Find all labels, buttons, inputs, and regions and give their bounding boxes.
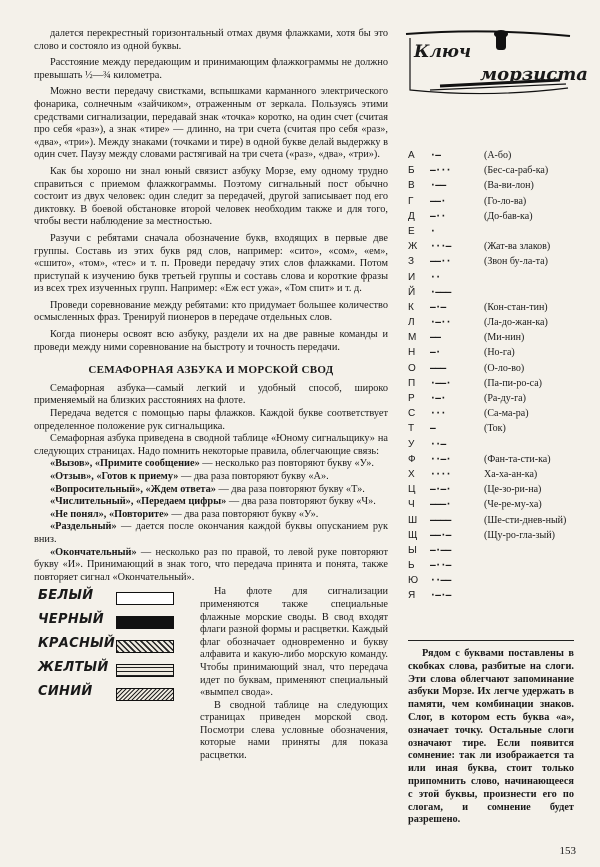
morse-row <box>408 376 574 391</box>
morse-letter: А <box>408 150 415 161</box>
morse-row <box>408 148 574 163</box>
body-paragraph: Можно вести передачу свистками, вспышками карманного электрического фонарика, солнечным «зайчиком», отраженным от зеркала. Пользуясь этими средствами сигнализации, передавай знак «точка» коротко, на один счет (считая про себя «раз»), а знак «тире» — длинно, на три счета (считая про себя «раз», «два», «три»). Между знаками (точками и тире) в одной букве делай выдержку в один счет. Паузу между словами растягивай на три счета («раз», «два», «три»). <box>34 86 388 161</box>
mnemonic-word: (О-ло-во) <box>484 362 525 374</box>
body-paragraph: Как бы хорошо ни знал юный связист азбуку Морзе, ему одному трудно справиться с приемом флажкограммы. Поэтому сигнальный пост обычно состоит из двух человек: один следит за передачей, другой записывает под его диктовку. В боевой обстановке второй человек необходим также и для того, чтобы вести наблюдение за местностью. <box>34 165 388 228</box>
morse-row <box>408 588 574 603</box>
morse-code: ·—· <box>430 393 446 404</box>
mnemonic-word: (Ми-нин) <box>484 332 525 344</box>
morse-row <box>408 300 574 315</box>
signal-name: «Вопросительный», «Ждем ответа» <box>50 483 216 495</box>
signal-rule <box>34 509 388 522</box>
flag-legend-row <box>38 684 188 706</box>
morse-letter: Ь <box>408 560 415 572</box>
morse-code: —· <box>430 347 441 359</box>
section-heading: СЕМАФОРНАЯ АЗБУКА И МОРСКОЙ СВОД <box>88 364 334 377</box>
morse-code: ·—·— <box>430 590 451 602</box>
signal-name: «Числительный», «Передаем цифры» <box>50 496 227 508</box>
body-paragraph: далется перекрестный горизонтальный отмах двумя флажками, хотя бы это слово и состояло из одной буквы. <box>34 28 388 52</box>
morse-letter: У <box>408 438 415 450</box>
signal-rule <box>34 471 388 484</box>
morse-code: ·· <box>430 271 441 283</box>
mnemonic-word: (Ва-ви-лон) <box>484 180 534 192</box>
morse-letter: Ю <box>408 575 419 587</box>
flag-color-swatch <box>116 688 174 701</box>
morse-letter: Х <box>408 468 415 480</box>
signal-description: — два раза повторяют букву «Т». <box>215 483 365 495</box>
morse-letter: Й <box>408 286 416 298</box>
mnemonic-word: (Щу-ро-гла-зый) <box>484 529 555 541</box>
flag-legend-row <box>38 636 188 658</box>
page-number: 153 <box>559 845 576 857</box>
flag-color-legend <box>38 588 188 708</box>
body-paragraph: Разучи с ребятами сначала обозначение букв, входящих в первые две группы. Составь из этих букв ряд слов, например: «сито», «сом», «ем», «сшито», «том», «тес» и т. п. Проведи передачу этих слов флажками. Потом приступай к изучению букв третьей группы и составь слова и короткие фразы из всех трех изученных групп. Например: «Еж ест ужа», «Том спит» и т. д. <box>34 232 388 295</box>
morse-row <box>408 254 574 269</box>
flag-color-swatch <box>116 592 174 605</box>
morse-code: ·— <box>430 150 441 161</box>
morse-code: ··· <box>430 408 446 420</box>
morse-letter: Р <box>408 393 415 404</box>
body-paragraph: Расстояние между передающим и принимающим флажкограммы не должно превышать ½—¾ километра. <box>34 57 388 81</box>
flag-color-label: КРАСНЫЙ <box>38 636 116 652</box>
body-paragraph: Семафорная азбука приведена в сводной таблице «Юному сигнальщику» на следующих страницах. Надо помнить некоторые правила, облегчающие связь: <box>34 433 388 457</box>
morse-letter: Н <box>408 347 416 359</box>
morse-row <box>408 406 574 421</box>
morse-row <box>408 482 574 497</box>
morse-letter: Т <box>408 423 415 435</box>
morse-code: — <box>430 423 436 435</box>
morse-code: ——— <box>430 362 446 374</box>
morse-code: ——·· <box>430 256 451 268</box>
morse-code: ·—·· <box>430 317 451 329</box>
signal-rule <box>34 484 388 497</box>
morse-row <box>408 513 574 528</box>
flag-legend-row <box>38 660 188 682</box>
signal-name: «Окончательный» <box>50 546 137 558</box>
morse-letter: Щ <box>408 529 418 541</box>
morse-letter: М <box>408 332 417 344</box>
morse-code: —··— <box>430 560 451 572</box>
morse-row <box>408 452 574 467</box>
morse-row <box>408 497 574 512</box>
morse-code: ·——· <box>430 377 451 389</box>
title-word-key: Ключ <box>414 42 472 62</box>
morse-letter: Д <box>408 210 415 222</box>
signal-name: «Раздельный» <box>50 521 117 533</box>
signal-name: «Не понял», «Повторите» <box>50 508 169 520</box>
mnemonic-word: (Го-ло-ва) <box>484 195 527 207</box>
morse-row <box>408 285 574 300</box>
left-column <box>34 28 388 762</box>
morse-letter: И <box>408 271 416 283</box>
morse-row <box>408 528 574 543</box>
morse-row <box>408 194 574 209</box>
morse-row <box>408 391 574 406</box>
morse-row <box>408 421 574 436</box>
flag-colors-block <box>34 586 388 762</box>
flag-color-swatch <box>116 664 174 677</box>
flag-code-paragraphs <box>200 586 388 762</box>
morse-code: ———— <box>430 514 451 526</box>
morse-letter: Б <box>408 165 415 177</box>
morse-code: —·—· <box>430 484 451 496</box>
morse-row <box>408 315 574 330</box>
mnemonic-word: (Звон бу-ла-та) <box>484 256 548 268</box>
mnemonic-word: (Бес-са-раб-ка) <box>484 165 549 177</box>
mnemonic-word: (Фан-та-сти-ка) <box>484 453 551 465</box>
morse-row <box>408 437 574 452</box>
mnemonic-word: (Но-га) <box>484 347 515 359</box>
flag-legend-row <box>38 612 188 634</box>
morse-code: ··— <box>430 438 446 450</box>
morse-letter: В <box>408 180 415 192</box>
command-list <box>34 458 388 584</box>
signal-name: «Отзыв», «Готов к приему» <box>50 471 179 482</box>
morse-code: · <box>430 225 436 237</box>
morse-letter: Ц <box>408 484 416 496</box>
body-paragraph: Передача ведется с помощью пары флажков. Каждой букве соответствует определенное положение рук сигнальщика. <box>34 408 388 432</box>
morse-letter: Ш <box>408 514 418 526</box>
morse-code: ·——— <box>430 286 451 298</box>
mnemonic-word: (Жат-ва злаков) <box>484 241 551 253</box>
mnemonic-word: (До-бав-ка) <box>484 210 533 222</box>
morse-letter: Ч <box>408 499 415 511</box>
signal-rule <box>34 458 388 471</box>
body-paragraph: Когда пионеры освоят всю азбуку, раздели их на две равные команды и проведи между ними соревнование на быстроту и точность передачи. <box>34 329 388 353</box>
signal-description: — несколько раз по правой, то левой руке повторяют букву «И». Принимающий в знак того, что передача принята и понята, также повторяет сигнал «Окончательный». <box>34 546 388 583</box>
flag-color-swatch <box>116 640 174 653</box>
morse-row <box>408 209 574 224</box>
morse-code: —·—— <box>430 544 451 556</box>
signal-name: «Вызов», «Примите сообщение» <box>50 458 200 470</box>
intro-paragraphs <box>34 28 388 354</box>
morse-row <box>408 467 574 482</box>
signal-description: — несколько раз повторяют букву «У». <box>199 458 374 470</box>
morse-letter: Ф <box>408 453 416 465</box>
morse-code: —·· <box>430 210 446 222</box>
flag-legend-row <box>38 588 188 610</box>
morse-row <box>408 270 574 285</box>
morse-code: ··—· <box>430 453 451 465</box>
morse-row <box>408 330 574 345</box>
body-paragraph: Проведи соревнование между ребятами: кто придумает большее количество осмысленных фраз. Тренируй пионеров в передаче отдельных слов. <box>34 299 388 324</box>
morse-row <box>408 345 574 360</box>
morse-code: ···— <box>430 241 451 253</box>
flag-color-swatch <box>116 616 174 629</box>
signal-description: — два раза повторяют букву «Ч». <box>226 496 376 508</box>
signal-description: — два раза повторяют букву «А». <box>178 471 329 482</box>
morse-letter: З <box>408 256 415 268</box>
morse-row <box>408 573 574 588</box>
morse-code: —— <box>430 332 441 344</box>
mnemonic-word: (Ше-сти-днев-ный) <box>484 514 567 526</box>
body-paragraph: В сводной таблице на следующих страницах приведен морской свод. Посмотри слева условные обозначения, которые нами приняты для показа расцветки. <box>200 699 388 762</box>
mnemonic-word: (Са-ма-ра) <box>484 408 529 420</box>
morse-code: ···· <box>430 468 451 480</box>
flag-color-label: ЧЕРНЫЙ <box>38 612 104 628</box>
morse-letter: Ы <box>408 544 417 556</box>
mnemonic-word: (Ла-до-жан-ка) <box>484 317 548 329</box>
morse-letter: П <box>408 377 416 389</box>
morse-letter: К <box>408 301 414 313</box>
mnemonic-word: Ха-ха-ан-ка) <box>484 468 538 480</box>
semaphore-paragraphs <box>34 383 388 459</box>
morse-alphabet-table <box>408 148 574 604</box>
morse-code: ··—— <box>430 575 451 587</box>
signal-rule <box>34 547 388 585</box>
title-word-morse-operator: морзиста <box>480 64 588 85</box>
signal-rule <box>34 521 388 546</box>
morse-letter: Л <box>408 317 415 329</box>
morse-note <box>408 648 574 827</box>
morse-letter: Е <box>408 225 415 237</box>
flag-color-label: СИНИЙ <box>38 684 93 700</box>
signal-description: — два раза повторяют букву «У». <box>168 508 319 520</box>
mnemonic-word: (Кон-стан-тин) <box>484 301 548 313</box>
morse-letter: Я <box>408 590 416 602</box>
morse-letter: Ж <box>408 241 418 253</box>
signal-description: — дается после окончания каждой буквы опусканием рук вниз. <box>34 521 388 545</box>
morse-letter: О <box>408 362 416 374</box>
morse-code: —·— <box>430 301 446 313</box>
signal-rule <box>34 496 388 509</box>
morse-code: ——· <box>430 195 446 207</box>
mnemonic-word: (Ра-ду-га) <box>484 393 526 404</box>
morse-code: ——·— <box>430 529 451 541</box>
flag-color-label: ЖЕЛТЫЙ <box>38 660 109 676</box>
morse-key-title <box>400 28 588 100</box>
morse-code: ———· <box>430 499 451 511</box>
morse-code: ·—— <box>430 180 446 192</box>
right-column <box>400 28 588 826</box>
morse-letter: Г <box>408 195 414 207</box>
mnemonic-word: (Це-зо-ри-на) <box>484 484 542 496</box>
morse-note-text: Рядом с буквами поставлены в скобках слова, разбитые на слоги. Эти слова облегчают запоминание азбуки Морзе. Их легче удержать в памяти, чем комбинации знаков. Слог, в котором есть буква «а», означает точку. Остальные слоги означают тире. Если появится сомнение: так ли изображается та или иная буква, стоит только припомнить слово, начинающееся с этой буквы, произнести его по слогам, и сомнение будет разрешено. <box>408 648 574 826</box>
mnemonic-word: (Ток) <box>484 423 506 435</box>
morse-row <box>408 361 574 376</box>
body-paragraph: Семафорная азбука—самый легкий и удобный способ, широко применяемый на близких расстояниях на флоте. <box>34 382 388 407</box>
morse-row <box>408 558 574 573</box>
morse-row <box>408 178 574 193</box>
morse-row <box>408 224 574 239</box>
body-paragraph: На флоте для сигнализации применяются также специальные флажные морские своды. В свод входят флаги разной формы и расцветки. Каждый флаг обозначает одновременно и букву алфавита и какую-либо морскую команду. Чтобы принимающий знал, что передача идет по буквам, применяют специальный «вымпел свода». <box>200 586 388 699</box>
section-divider <box>408 640 574 641</box>
flag-color-label: БЕЛЫЙ <box>38 588 94 604</box>
mnemonic-word: (Че-ре-му-ха) <box>484 499 542 511</box>
morse-row <box>408 163 574 178</box>
mnemonic-word: (Па-пи-ро-са) <box>484 377 543 389</box>
morse-code: —··· <box>430 165 451 177</box>
morse-letter: С <box>408 408 416 420</box>
mnemonic-word: (А-бо) <box>484 150 512 161</box>
morse-row <box>408 239 574 254</box>
morse-row <box>408 543 574 558</box>
